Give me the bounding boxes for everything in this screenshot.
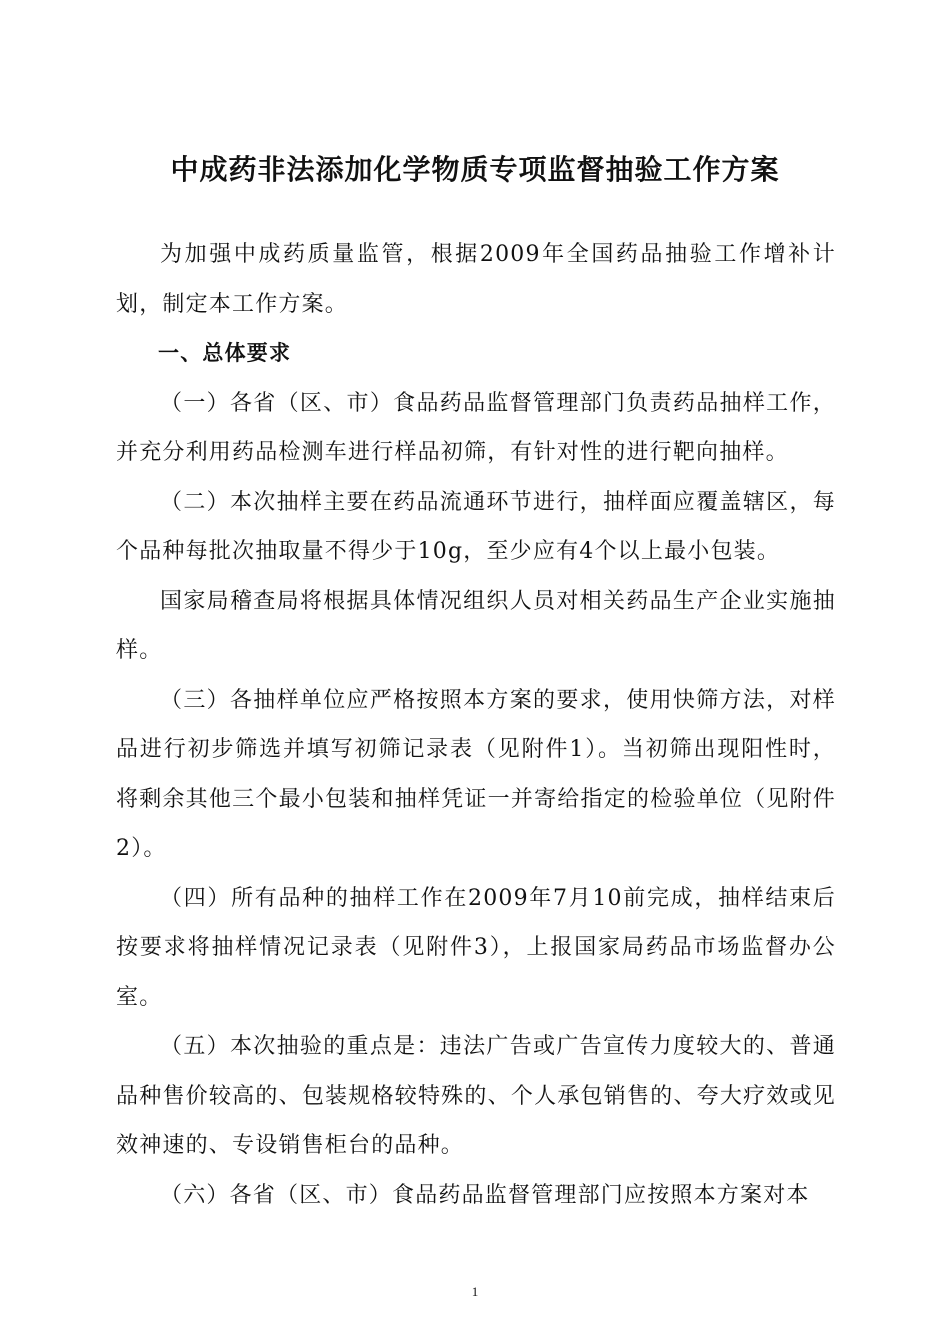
page-number: 1 xyxy=(471,1284,479,1299)
document-body xyxy=(116,230,836,1220)
paragraph-item-2: （二）本次抽样主要在药品流通环节进行，抽样面应覆盖辖区，每个品种每批次抽取量不得少于10g，至少应有4个以上最小包装。 xyxy=(116,489,836,564)
paragraph-inspection-bureau: 国家局稽查局将根据具体情况组织人员对相关药品生产企业实施抽样。 xyxy=(116,588,836,663)
paragraph-intro: 为加强中成药质量监管，根据2009年全国药品抽验工作增补计划，制定本工作方案。 xyxy=(116,242,836,317)
document-title: 中成药非法添加化学物质专项监督抽验工作方案 xyxy=(170,153,780,186)
paragraph-item-1: （一）各省（区、市）食品药品监督管理部门负责药品抽样工作，并充分利用药品检测车进行样品初筛，有针对性的进行靶向抽样。 xyxy=(116,390,836,465)
paragraph-item-3: （三）各抽样单位应严格按照本方案的要求，使用快筛方法，对样品进行初步筛选并填写初筛记录表（见附件1）。当初筛出现阳性时，将剩余其他三个最小包装和抽样凭证一并寄给指定的检验单位（见附件2）。 xyxy=(116,687,836,861)
paragraph-item-4: （四）所有品种的抽样工作在2009年7月10前完成，抽样结束后按要求将抽样情况记录表（见附件3），上报国家局药品市场监督办公室。 xyxy=(116,885,836,1010)
paragraph-item-5: （五）本次抽验的重点是：违法广告或广告宣传力度较大的、普通品种售价较高的、包装规格较特殊的、个人承包销售的、夸大疗效或见效神速的、专设销售柜台的品种。 xyxy=(116,1034,836,1158)
section-heading-general-requirements: 一、总体要求 xyxy=(158,341,292,365)
paragraph-item-6: （六）各省（区、市）食品药品监督管理部门应按照本方案对本 xyxy=(160,1182,810,1208)
